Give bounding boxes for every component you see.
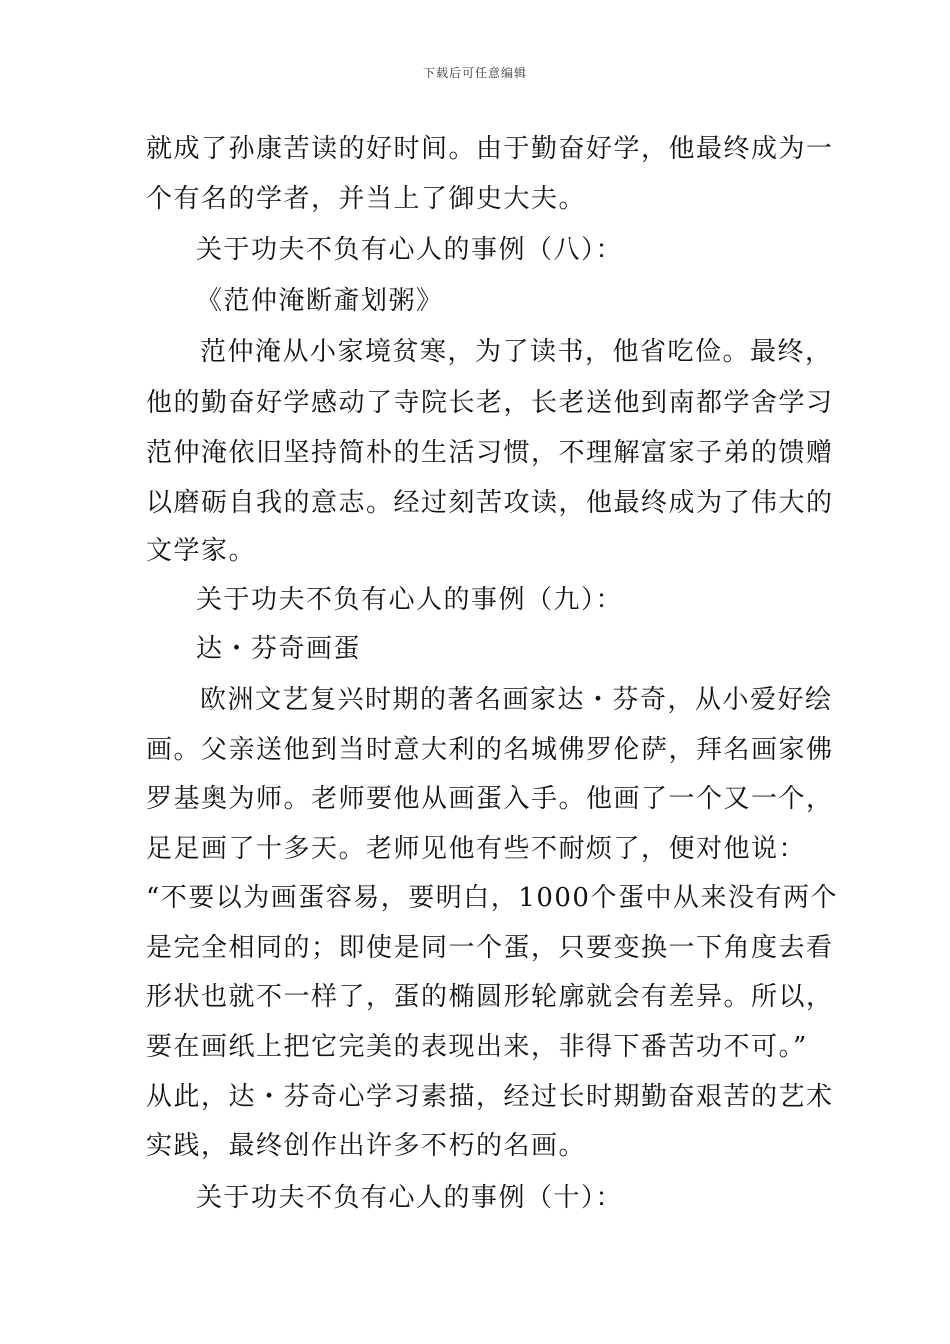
body-line: 形状也就不一样了，蛋的椭圆形轮廓就会有差异。所以， — [146, 982, 834, 1012]
body-line: 要在画纸上把它完美的表现出来，非得下番苦功不可。” — [146, 1032, 808, 1062]
body-line: 文学家。 — [146, 536, 257, 566]
body-line: 从此，达・芬奇心学习素描，经过长时期勤奋艰苦的艺术 — [146, 1082, 834, 1112]
body-line: 范仲淹依旧坚持简朴的生活习惯，不理解富家子弟的馈赠 — [146, 438, 834, 468]
story-title: 《范仲淹断齑划粥》 — [196, 286, 444, 316]
section-heading: 关于功夫不负有心人的事例（九）： — [196, 585, 624, 615]
body-line: 他的勤奋好学感动了寺院长老，长老送他到南都学舍学习 — [146, 388, 834, 418]
body-line: 罗基奥为师。老师要他从画蛋入手。他画了一个又一个， — [146, 784, 834, 814]
body-line: 画。父亲送他到当时意大利的名城佛罗伦萨，拜名画家佛 — [146, 735, 834, 765]
body-line: 个有名的学者，并当上了御史大夫。 — [146, 184, 587, 214]
body-line: 范仲淹从小家境贫寒，为了读书，他省吃俭。最终， — [200, 337, 833, 367]
body-line: 以磨砺自我的意志。经过刻苦攻读，他最终成为了伟大的 — [146, 488, 834, 518]
section-heading: 关于功夫不负有心人的事例（十）： — [196, 1183, 624, 1213]
section-heading: 关于功夫不负有心人的事例（八）： — [196, 235, 624, 265]
body-line: 就成了孙康苦读的好时间。由于勤奋好学，他最终成为一 — [146, 134, 834, 164]
story-title: 达・芬奇画蛋 — [196, 634, 362, 664]
body-line: 欧洲文艺复兴时期的著名画家达・芬奇，从小爱好绘 — [200, 685, 833, 715]
body-line: 是完全相同的；即使是同一个蛋，只要变换一下角度去看 — [146, 933, 834, 963]
body-line: 足足画了十多天。老师见他有些不耐烦了，便对他说： — [146, 834, 807, 864]
body-line: “不要以为画蛋容易，要明白，1000个蛋中从来没有两个 — [146, 883, 838, 913]
page-header: 下载后可任意编辑 — [422, 66, 527, 80]
body-line: 实践，最终创作出许多不朽的名画。 — [146, 1131, 587, 1161]
